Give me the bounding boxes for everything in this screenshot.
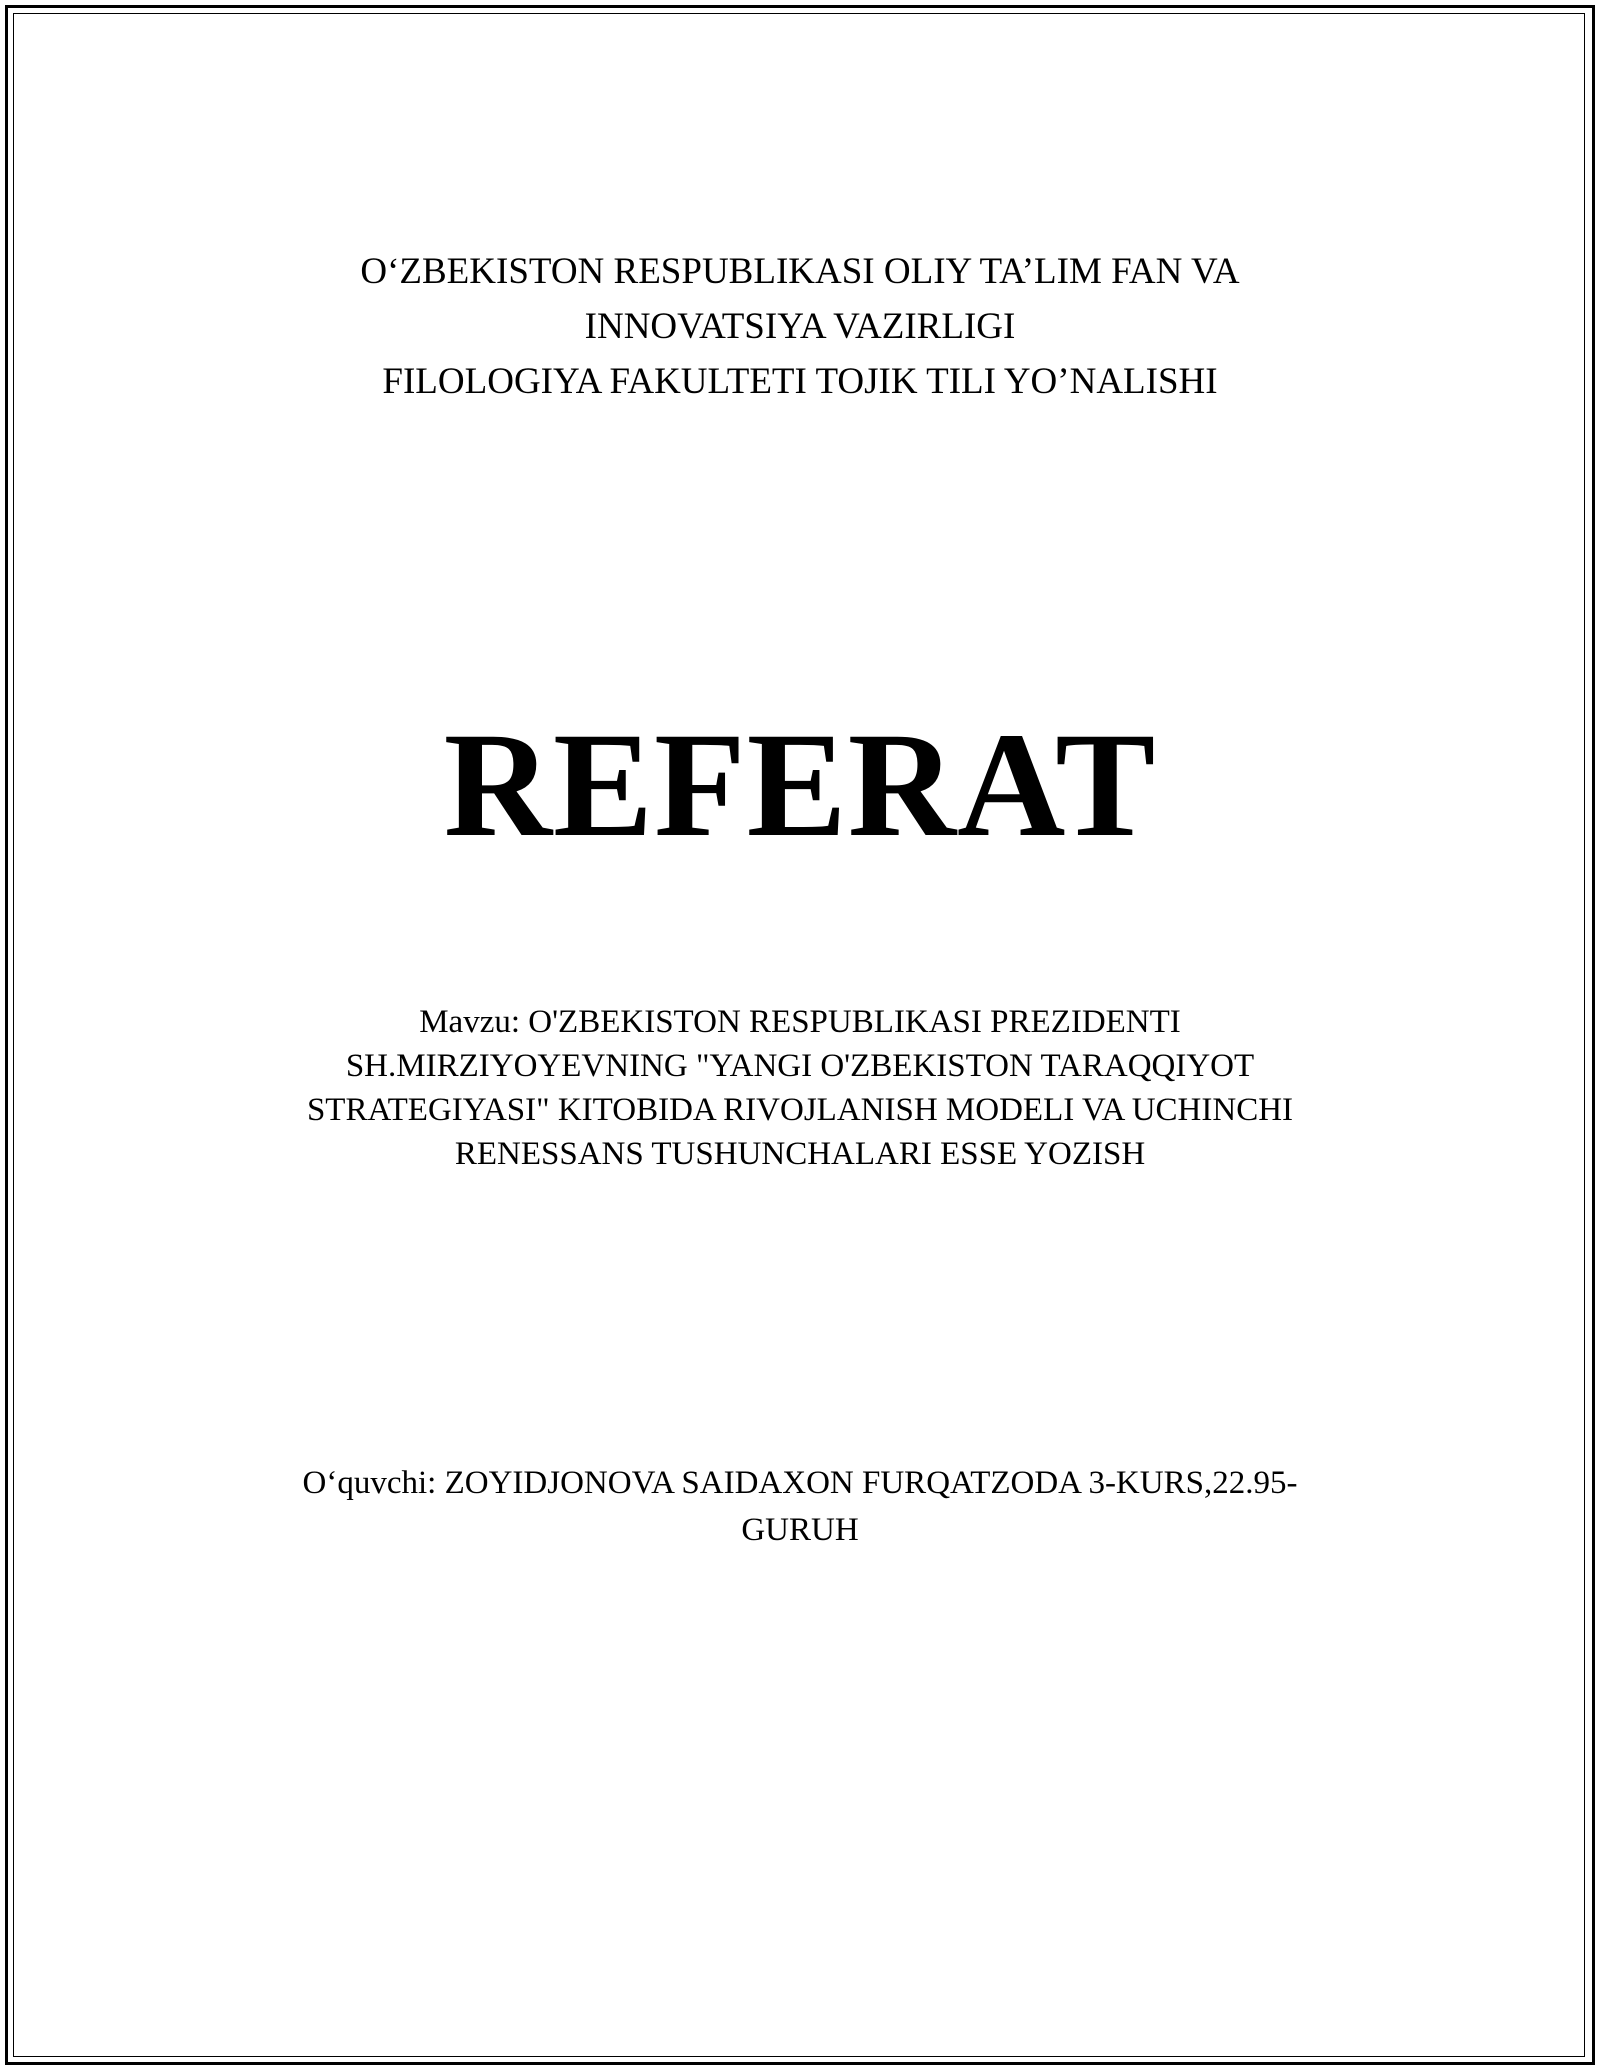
- topic-line-2: SH.MIRZIYOYEVNING "YANGI O'ZBEKISTON TARAQQIYOT: [345, 1048, 1255, 1084]
- student-line-1: O‘quvchi: ZOYIDJONOVA SAIDAXON FURQATZODA 3-KURS,22.95-: [302, 1465, 1298, 1501]
- topic-line-3: STRATEGIYASI" KITOBIDA RIVOJLANISH MODELI VA UCHINCHI: [306, 1092, 1294, 1128]
- faculty-line: FILOLOGIYA FAKULTETI TOJIK TILI YO’NALISHI: [382, 361, 1218, 402]
- student-info: [0, 1460, 1600, 1554]
- student-line-2: GURUH: [741, 1512, 859, 1548]
- ministry-line-1: O‘ZBEKISTON RESPUBLIKASI OLIY TA’LIM FAN VA: [360, 251, 1240, 292]
- ministry-line-2: INNOVATSIYA VAZIRLIGI: [584, 306, 1016, 347]
- topic-block: [0, 1000, 1600, 1176]
- ministry-header: [0, 244, 1600, 409]
- topic-line-1: Mavzu: O'ZBEKISTON RESPUBLIKASI PREZIDENTI: [419, 1004, 1181, 1040]
- document-title: REFERAT: [443, 702, 1157, 868]
- topic-line-4: RENESSANS TUSHUNCHALARI ESSE YOZISH: [454, 1136, 1146, 1172]
